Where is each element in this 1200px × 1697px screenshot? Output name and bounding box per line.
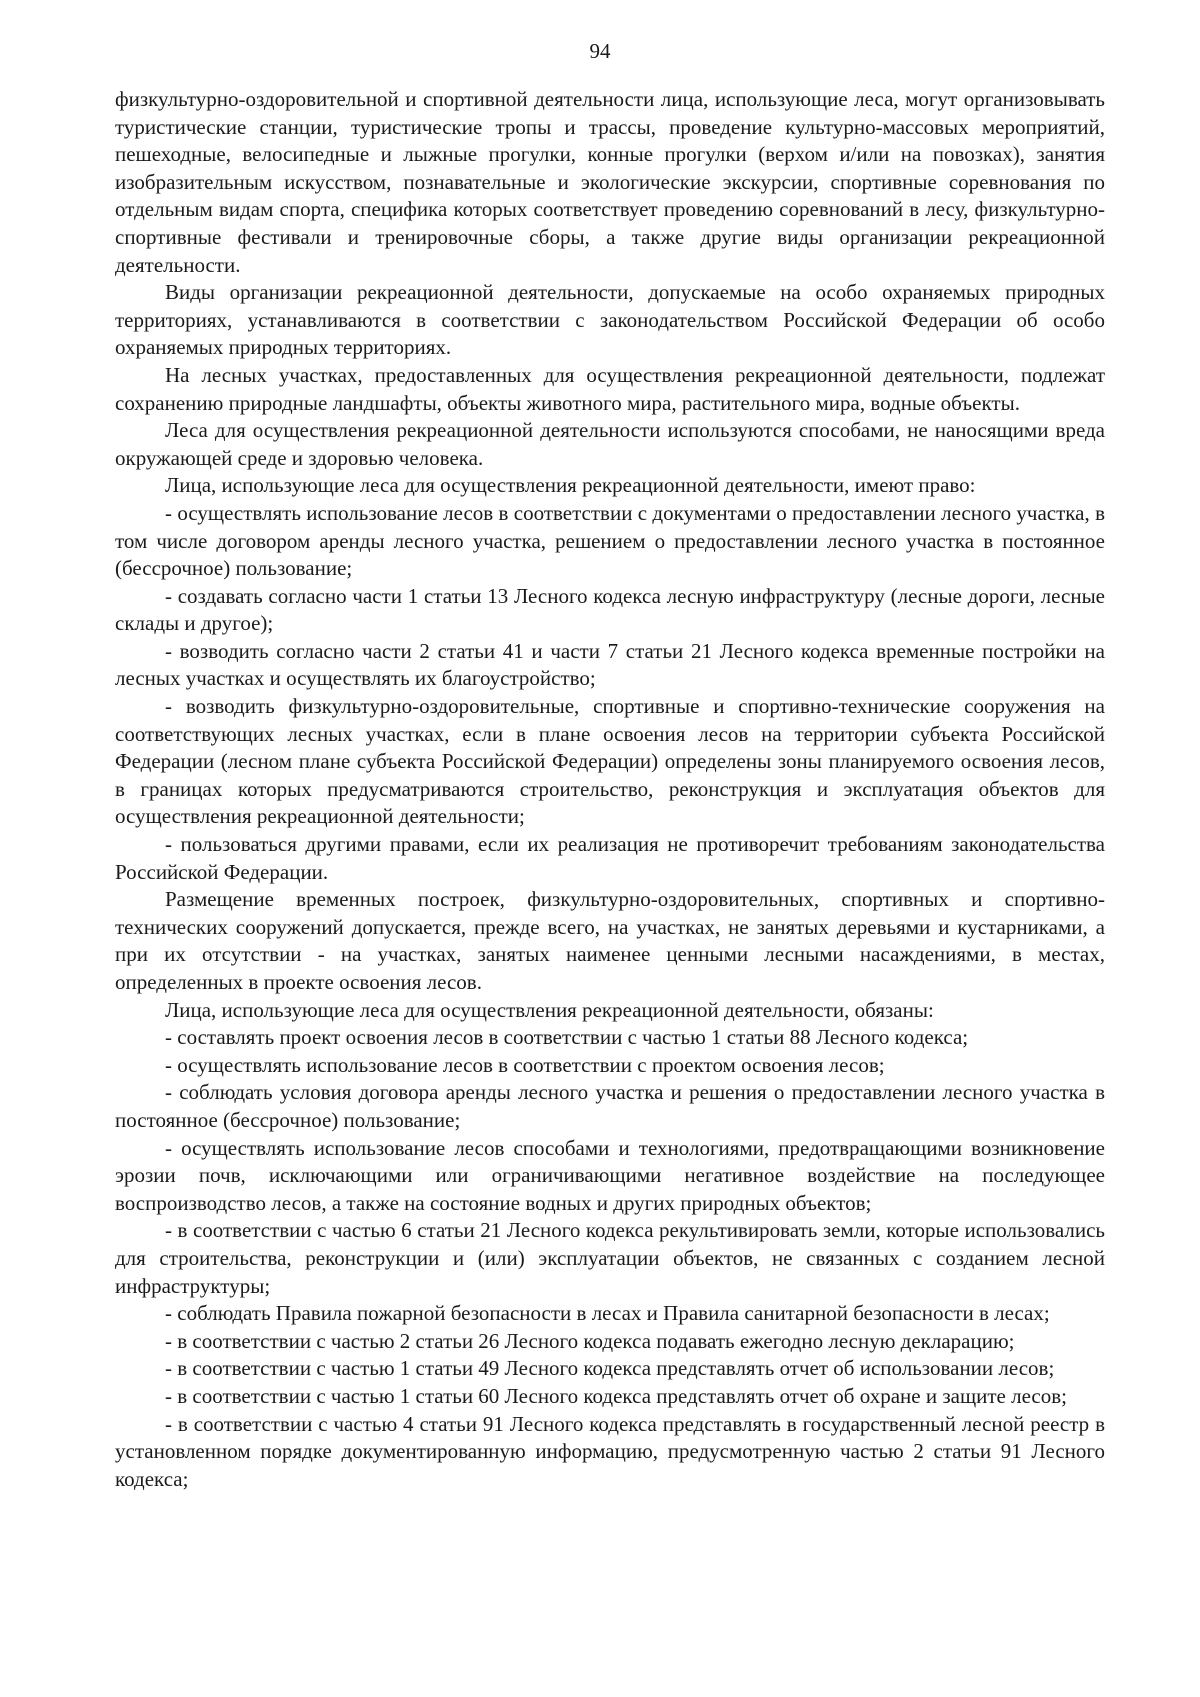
list-item: - в соответствии с частью 4 статьи 91 Лесного кодекса представлять в государственный лесной реестр в установленном порядке документированную информацию, предусмотренную частью 2 статьи 91 Лесного кодекса;: [115, 1411, 1105, 1491]
list-item: - составлять проект освоения лесов в соответствии с частью 1 статьи 88 Лесного кодекса;: [165, 1025, 969, 1050]
paragraph: Леса для осуществления рекреационной деятельности используются способами, не наносящими вреда окружающей среде и здоровью человека.: [115, 418, 1105, 470]
list-item: - в соответствии с частью 1 статьи 60 Лесного кодекса представлять отчет об охране и защите лесов;: [165, 1383, 1067, 1408]
list-item: - осуществлять использование лесов способами и технологиями, предотвращающими возникновение эрозии почв, исключающими или ограничивающими негативное воздействие на последующее воспроизводство лесов, а также на состояние водных и других природных объектов;: [115, 1135, 1105, 1215]
list-item: - осуществлять использование лесов в соответствии с документами о предоставлении лесного участка, в том числе договором аренды лесного участка, решением о предоставлении лесного участка в постоянное (бессрочное) пользование;: [115, 500, 1105, 581]
list-item: - в соответствии с частью 2 статьи 26 Лесного кодекса подавать ежегодно лесную декларацию;: [165, 1328, 1015, 1353]
list-item: - осуществлять использование лесов в соответствии с проектом освоения лесов;: [165, 1052, 885, 1077]
list-item: - возводить согласно части 2 статьи 41 и части 7 статьи 21 Лесного кодекса временные постройки на лесных участках и осуществлять их благоустройство;: [115, 638, 1105, 691]
list-item: - в соответствии с частью 1 статьи 49 Лесного кодекса представлять отчет об использовании лесов;: [165, 1356, 1055, 1381]
list-item: - пользоваться другими правами, если их реализация не противоречит требованиям законодательства Российской Федерации.: [115, 832, 1105, 884]
list-item: - соблюдать условия договора аренды лесного участка и решения о предоставлении лесного участка в постоянное (бессрочное) пользование;: [115, 1080, 1105, 1132]
paragraph: Виды организации рекреационной деятельности, допускаемые на особо охраняемых природных территориях, устанавливаются в соответствии с законодательством Российской Федерации об особо охраняемых природных территориях.: [115, 280, 1105, 360]
paragraph: Лица, использующие леса для осуществления рекреационной деятельности, обязаны:: [165, 997, 934, 1022]
page-number: 94: [589, 39, 611, 63]
paragraph: физкультурно-оздоровительной и спортивной деятельности лица, использующие леса, могут организовывать туристические станции, туристические тропы и трассы, проведение культурно-массовых мероприятий, пешеходные, велосипедные и лыжные прогулки, конные прогулки (верхом и/или на повозках), занятия изобразительным искусством, познавательные и экологические экскурсии, спортивные соревнования по отдельным видам спорта, специфика которых соответствует проведению соревнований в лесу, физкультурно-спортивные фестивали и тренировочные сборы, а также другие виды организации рекреационной деятельности.: [115, 87, 1105, 277]
paragraph: Лица, использующие леса для осуществления рекреационной деятельности, имеют право:: [165, 473, 976, 498]
list-item: - в соответствии с частью 6 статьи 21 Лесного кодекса рекультивировать земли, которые использовались для строительства, реконструкции и (или) эксплуатации объектов, не связанных с созданием лесной инфраструктуры;: [115, 1218, 1105, 1298]
list-item: - создавать согласно части 1 статьи 13 Лесного кодекса лесную инфраструктуру (лесные дороги, лесные склады и другое);: [115, 583, 1105, 636]
paragraph: Размещение временных построек, физкультурно-оздоровительных, спортивных и спортивно-технических сооружений допускается, прежде всего, на участках, не занятых деревьями и кустарниками, а при их отсутствии - на участках, занятых наименее ценными лесными насаждениями, в местах, определенных в проекте освоения лесов.: [115, 887, 1105, 994]
list-item: - возводить физкультурно-оздоровительные, спортивные и спортивно-технические сооружения на соответствующих лесных участках, если в плане освоения лесов на территории субъекта Российской Федерации (лесном плане субъекта Российской Федерации) определены зоны планируемого освоения лесов, в границах которых предусматриваются строительство, реконструкция и эксплуатация объектов для осуществления рекреационной деятельности;: [115, 694, 1105, 829]
list-item: - соблюдать Правила пожарной безопасности в лесах и Правила санитарной безопасности в лесах;: [165, 1301, 1050, 1326]
document-body: [115, 86, 1105, 1493]
paragraph: На лесных участках, предоставленных для осуществления рекреационной деятельности, подлежат сохранению природные ландшафты, объекты животного мира, растительного мира, водные объекты.: [115, 362, 1105, 415]
